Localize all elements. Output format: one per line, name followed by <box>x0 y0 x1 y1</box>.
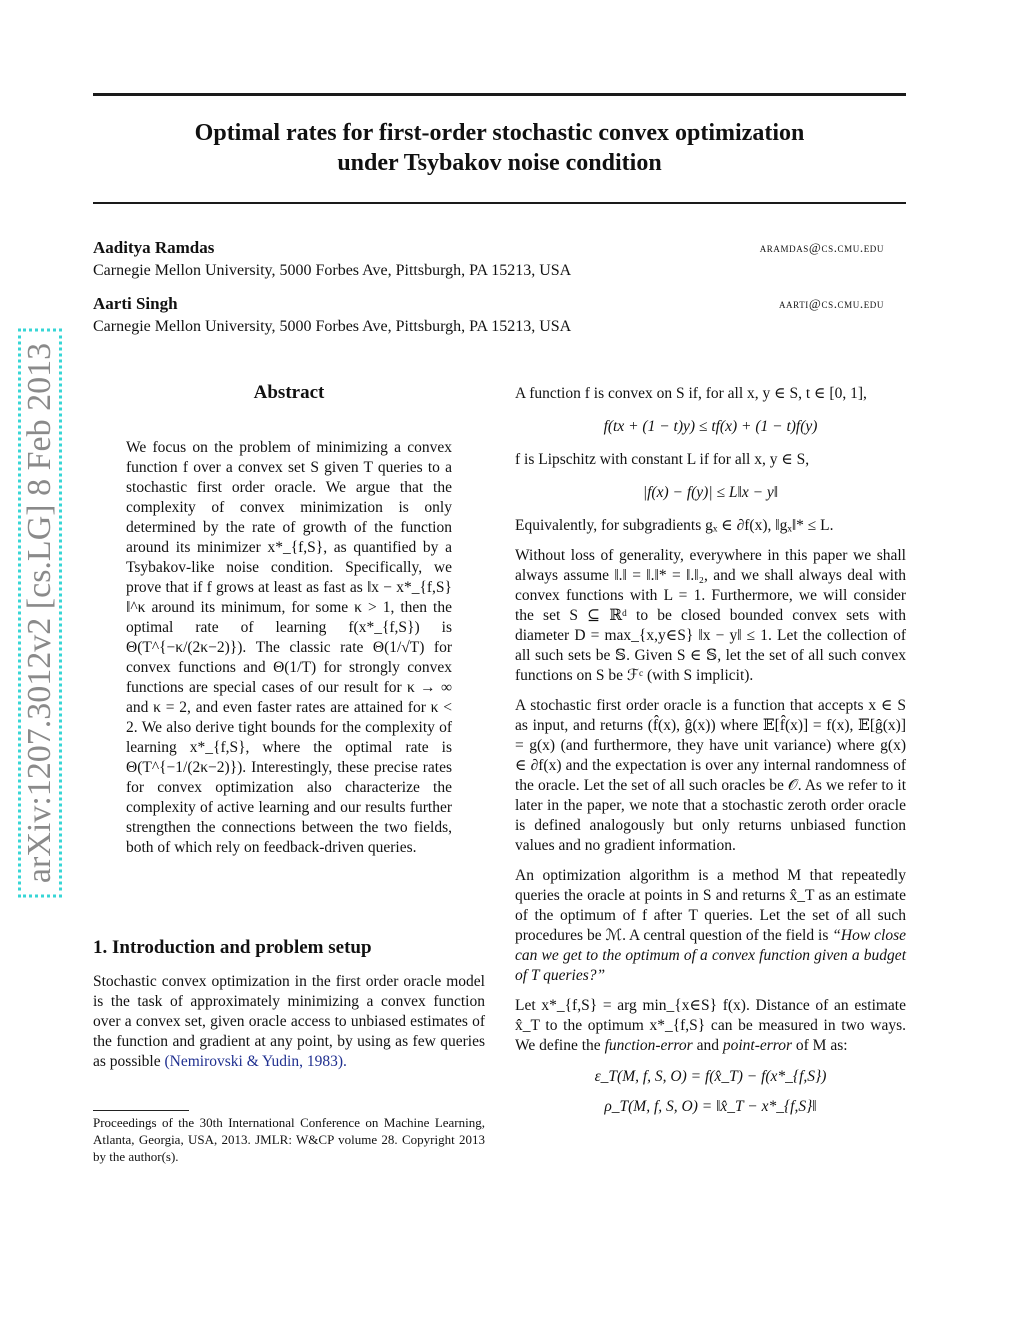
right-column <box>515 384 906 1116</box>
title-line-1: Optimal rates for first-order stochastic convex optimization <box>194 120 805 146</box>
point-error-term: point-error <box>722 1037 793 1054</box>
paper-title <box>93 118 906 178</box>
intro-citation-link[interactable]: (Nemirovski & Yudin, 1983). <box>164 1053 347 1070</box>
algorithm-text: An optimization algorithm is a method M that repeatedly queries the oracle at points in S and returns x̂_T as an estimate of the optimum of f after T queries. Let the set of all such procedures be ℳ. A central question of the field is <box>515 867 906 944</box>
equation-point-error: ρ_T(M, f, S, O) = ‖x̂_T − x*_{f,S}‖ <box>604 1098 817 1115</box>
footnote-text: Proceedings of the 30th International Conference on Machine Learning, Atlanta, Georgia, USA, 2013. JMLR: W&CP volume 28. Copyright 2013 by the author(s). <box>93 1115 485 1164</box>
title-line-2: under Tsybakov noise condition <box>337 150 662 176</box>
wlog-paragraph: Without loss of generality, everywhere in this paper we shall always assume ‖.‖ = ‖.‖* = ‖.‖₂, and we shall always deal with convex functions with L = 1. Furthermore, we will consider the set S ⊆ ℝᵈ to be closed bounded convex sets with diameter D = max_{x,y∈S} ‖x − y‖ ≤ 1. Let the collection of all such sets be 𝕊. Given S ∈ 𝕊, let the set of all such convex functions on S be ℱᶜ (with S implicit). <box>515 547 906 684</box>
error-def-end: of M as: <box>792 1037 848 1054</box>
top-rule <box>93 93 906 96</box>
author-email-2[interactable]: aarti@cs.cmu.edu <box>778 296 884 311</box>
abstract-text: We focus on the problem of minimizing a convex function f over a convex set S given T queries to a stochastic first order oracle. We argue that the complexity of convex minimization is only determined by the rate of growth of the function around its minimizer x*_{f,S}, as quantified by a Tsybakov-like noise condition. Specifically, we prove that if f grows at least as fast as ‖x − x*_{f,S}‖^κ around its minimum, for some κ > 1, then the optimal rate of learning f(x*_{f,S}) is Θ(T^{−κ/(2κ−2)}). The classic rate Θ(1/√T) for convex functions and Θ(1/T) for strongly convex functions are special cases of our result for κ → ∞ and κ = 2, and even faster rates are attained for κ < 2. We also derive tight bounds for the complexity of learning x*_{f,S}, where the optimal rate is Θ(T^{−1/(2κ−2)}). Interestingly, these precise rates for convex optimization also characterize the complexity of active learning and our results further strengthen the connections between the two fields, both of which rely on feedback-driven queries. <box>126 438 452 856</box>
author-name-2: Aarti Singh <box>93 294 178 313</box>
arxiv-stamp <box>18 335 62 890</box>
central-question: “How close can we get to the optimum of a convex function given a budget of T queries?” <box>515 927 906 984</box>
lipschitz-definition: f is Lipschitz with constant L if for all x, y ∈ S, <box>515 451 810 468</box>
function-error-term: function-error <box>604 1037 693 1054</box>
author-affiliation-2: Carnegie Mellon University, 5000 Forbes Ave, Pittsburgh, PA 15213, USA <box>93 318 572 335</box>
error-def-text: Let x*_{f,S} = arg min_{x∈S} f(x). Distance of an estimate x̂_T to the optimum x*_{f,S} can be measured in two ways. We define the <box>515 997 906 1054</box>
error-def-and: and <box>692 1037 723 1054</box>
equation-lipschitz: |f(x) − f(y)| ≤ L‖x − y‖ <box>642 484 779 501</box>
subgradient-statement: Equivalently, for subgradients gₓ ∈ ∂f(x), ‖gₓ‖* ≤ L. <box>515 517 834 534</box>
abstract-heading: Abstract <box>253 382 325 403</box>
author-affiliation-1: Carnegie Mellon University, 5000 Forbes Ave, Pittsburgh, PA 15213, USA <box>93 262 572 279</box>
equation-convexity: f(tx + (1 − t)y) ≤ tf(x) + (1 − t)f(y) <box>603 418 818 435</box>
author-name-1: Aaditya Ramdas <box>93 238 215 257</box>
title-bottom-rule <box>93 202 906 204</box>
equation-function-error: ε_T(M, f, S, O) = f(x̂_T) − f(x*_{f,S}) <box>594 1068 827 1085</box>
author-email-1[interactable]: aramdas@cs.cmu.edu <box>759 240 884 255</box>
intro-text: Stochastic convex optimization in the first order oracle model is the task of approximately minimizing a convex function over a convex set, given oracle access to unbiased estimates of the function and gradient at any point, by using as few queries as possible <box>93 973 485 1070</box>
algorithm-paragraph <box>515 866 906 986</box>
error-definition-paragraph <box>515 996 906 1056</box>
section-heading: 1. Introduction and problem setup <box>93 937 372 958</box>
convexity-definition: A function f is convex on S if, for all x, y ∈ S, t ∈ [0, 1], <box>515 385 867 402</box>
intro-column <box>93 972 485 1072</box>
oracle-paragraph: A stochastic first order oracle is a function that accepts x ∈ S as input, and returns (f̂(x), ĝ(x)) where 𝔼[f̂(x)] = f(x), 𝔼[ĝ(x)] = g(x) (and furthermore, they have unit variance) where g(x) ∈ ∂f(x) and the expectation is over any internal randomness of the oracle. Let the set of all such oracles be 𝒪. As we refer to it later in the paper, we note that a stochastic zeroth order oracle is defined analogously but only returns unbiased function values and no gradient information. <box>515 697 906 854</box>
intro-paragraph <box>93 972 485 1072</box>
footnote-rule <box>93 1110 189 1111</box>
arxiv-stamp-text[interactable]: arXiv:1207.3012v2 [cs.LG] 8 Feb 2013 <box>18 328 62 897</box>
